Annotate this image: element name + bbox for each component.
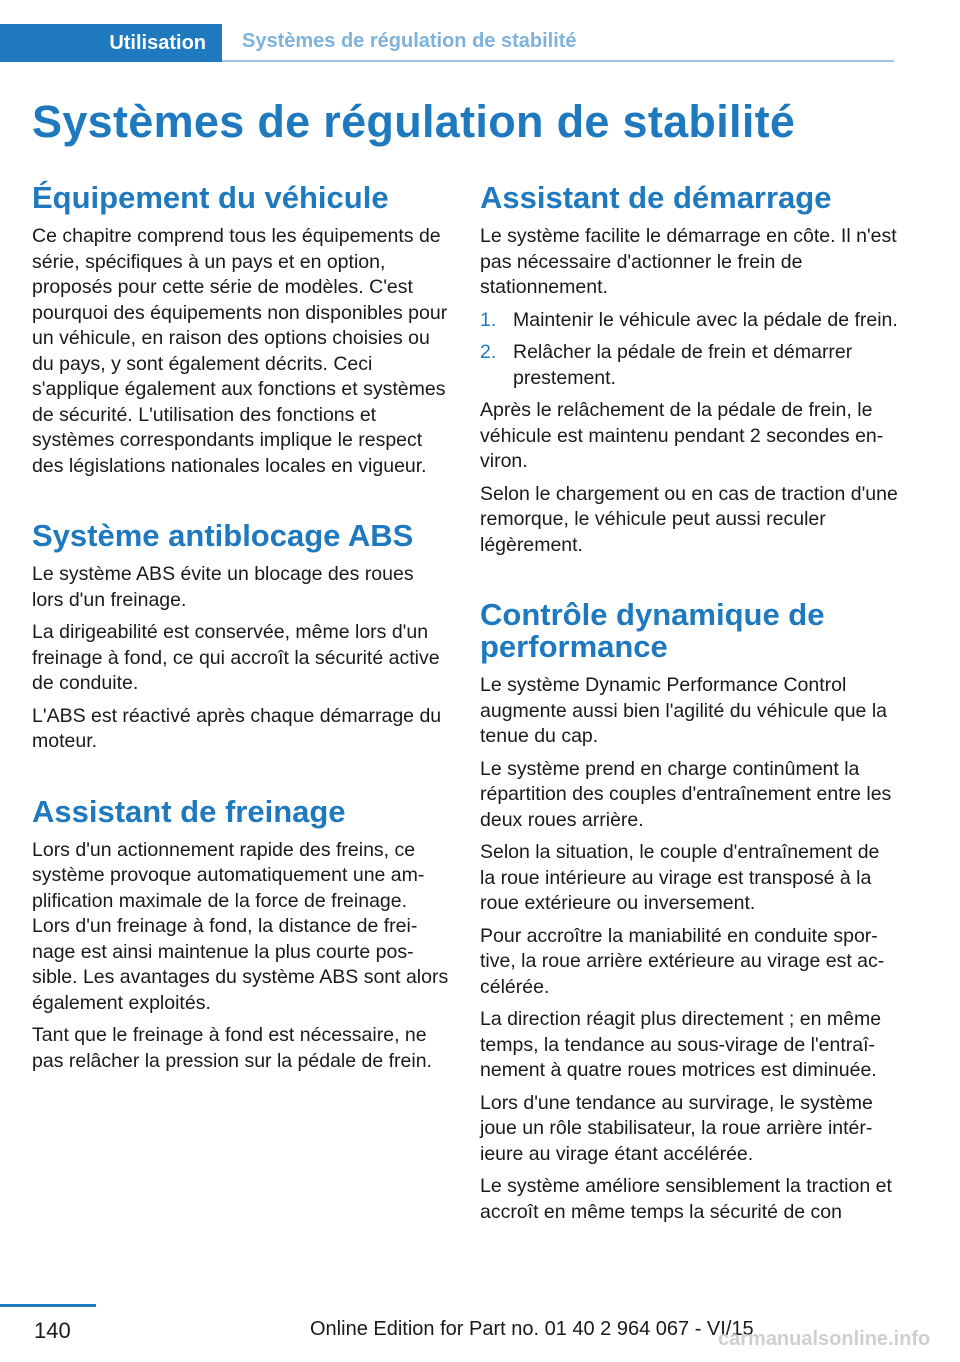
section-tab-utilisation[interactable] (0, 24, 222, 62)
right-column (480, 182, 898, 1232)
paragraph: Ce chapitre comprend tous les équipements de série, spécifiques à un pays et en option, proposés pour cette série de modèles. C'est pourquoi des équipements non disponibles pour un véhicule, en raison des options choisies ou du pays, y sont également décrits. Ceci s'applique également aux fonctions et systèmes de sécurité. L'utilisation des fonctions et systèmes correspondants implique le respect des législations nationales locales en vigueur. (32, 225, 448, 477)
paragraph: Lors d'un actionnement rapide des freins, ce système provoque automatiquement une amplification maximale de la force de freinage. Lors d'un freinage à fond, la distance de freinage est ainsi maintenue la plus courte possible. Les avantages du système ABS sont alors également exploités. (32, 838, 449, 1014)
left-column (32, 182, 450, 1081)
paragraph: Le système améliore sensiblement la traction et accroît en même temps la sécurité de con (480, 1175, 892, 1223)
section-tab-label: Utilisation (109, 31, 206, 54)
steps-list (480, 308, 898, 392)
paragraph: Le système prend en charge continûment la répartition des couples d'entraînement entre les deux roues arrière. (480, 757, 892, 831)
paragraph: Lors d'une tendance au survirage, le système joue un rôle stabilisateur, la roue arrière intérieure au virage étant accélérée. (480, 1091, 873, 1165)
section-title-abs: Système antiblocage ABS (32, 518, 414, 553)
page-number: 140 (34, 1318, 71, 1343)
step-text: Relâcher la pédale de frein et démarrer prestement. (513, 341, 853, 389)
page-title: Systèmes de régulation de stabilité (32, 96, 796, 147)
step-text: Maintenir le véhicule avec la pédale de frein. (513, 308, 898, 331)
edition-note: Online Edition for Part no. 01 40 2 964 067 - VI/15 (310, 1318, 754, 1340)
paragraph: Le système facilite le démarrage en côte. Il n'est pas nécessaire d'actionner le frein de stationnement. (480, 225, 897, 298)
paragraph: La direction réagit plus directement ; en même temps, la tendance au sous-virage de l'entraînement à quatre roues motrices est diminuée. (480, 1008, 882, 1081)
watermark: carmanualsonline.info (718, 1328, 931, 1350)
paragraph: Le système Dynamic Performance Control augmente aussi bien l'agilité du véhicule que la tenue du cap. (480, 674, 887, 747)
step-number: 2. (480, 341, 497, 363)
paragraph: Le système ABS évite un blocage des roues lors d'un freinage. (32, 563, 414, 611)
section-title-assistant-freinage: Assistant de freinage (32, 793, 346, 829)
list-item (480, 308, 898, 334)
footer-rule (0, 1304, 96, 1307)
paragraph: Selon la situation, le couple d'entraînement de la roue intérieure au virage est transposé à la roue extérieure ou inversement. (480, 841, 880, 914)
section-title-controle-dynamique: Contrôle dynamique de performance (480, 597, 825, 664)
section-title-equipement: Équipement du véhicule (32, 180, 389, 215)
breadcrumb: Systèmes de régulation de stabilité (242, 30, 577, 52)
paragraph: L'ABS est réactivé après chaque démarrage du moteur. (32, 704, 442, 752)
paragraph: Selon le chargement ou en cas de traction d'une remorque, le véhicule peut aussi reculer légèrement. (480, 482, 898, 556)
section-title-assistant-demarrage: Assistant de démarrage (480, 180, 832, 215)
step-number: 1. (480, 308, 497, 331)
paragraph: Après le relâchement de la pédale de frein, le véhicule est maintenu pendant 2 secondes environ. (480, 399, 884, 472)
list-item (480, 340, 898, 391)
paragraph: La dirigeabilité est conservée, même lors d'un freinage à fond, ce qui accroît la sécurité active de conduite. (32, 621, 440, 694)
paragraph: Pour accroître la maniabilité en conduite sportive, la roue arrière extérieure au virage est accélérée. (480, 924, 885, 998)
paragraph: Tant que le freinage à fond est nécessaire, ne pas relâcher la pression sur la pédale de frein. (32, 1024, 432, 1072)
